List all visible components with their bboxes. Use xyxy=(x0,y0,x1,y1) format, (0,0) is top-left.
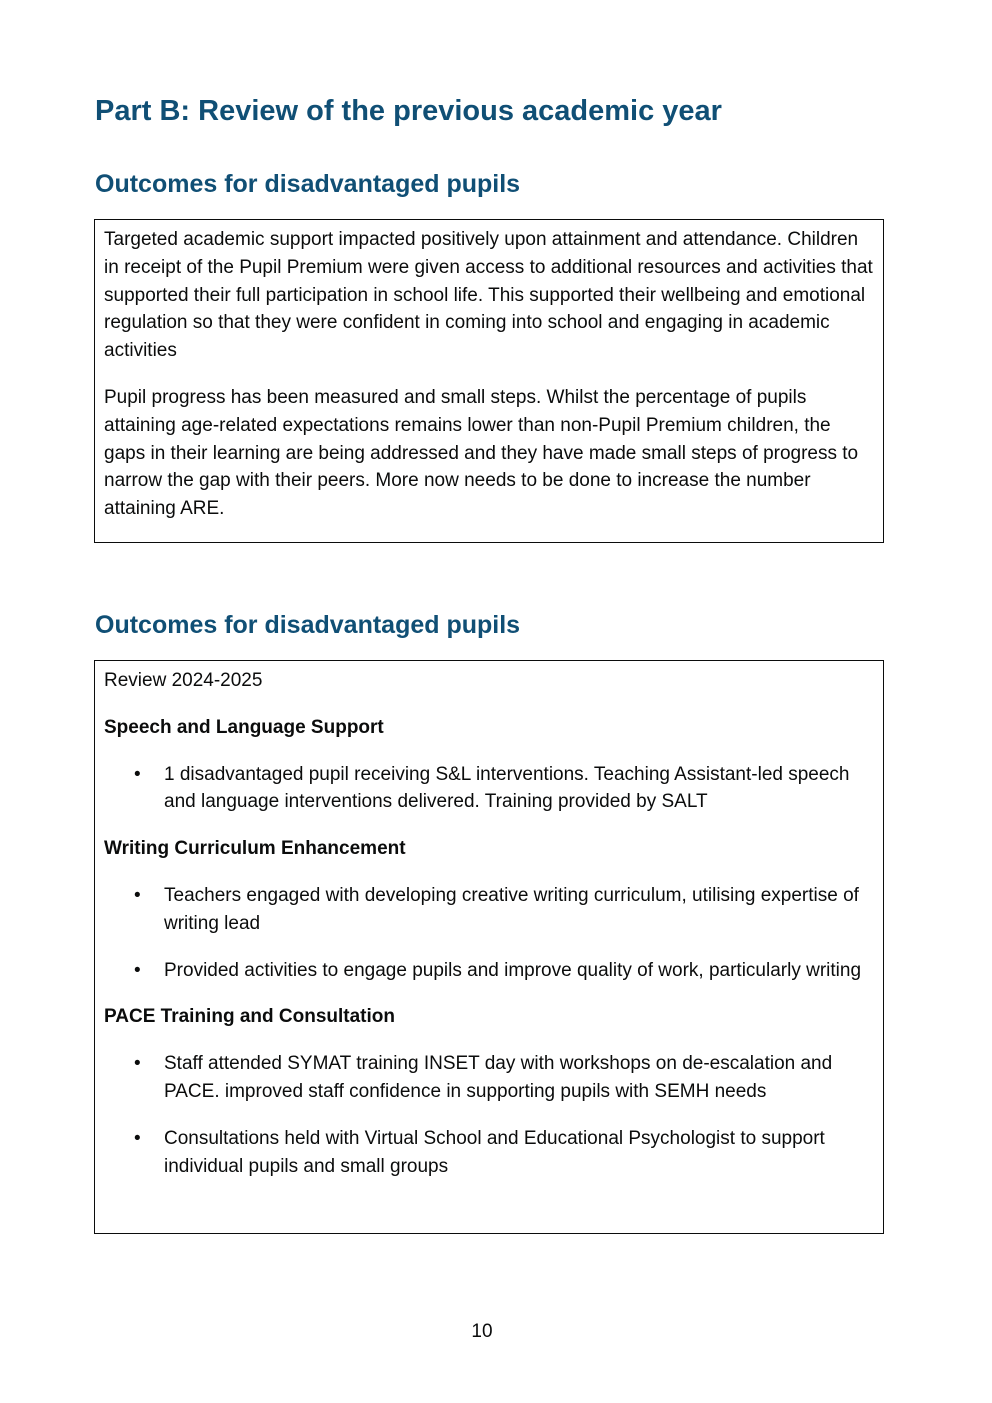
bullet-icon: • xyxy=(134,959,141,981)
list-item xyxy=(104,882,874,938)
bullet-icon: • xyxy=(134,763,141,785)
outcomes-paragraph: Targeted academic support impacted positively upon attainment and attendance. Children in receipt of the Pupil Premium were given access to additional resources and activities that supported their full participation in school life. This supported their wellbeing and emotional regulation so that they were confident in coming into school and engaging in academic activities xyxy=(104,229,873,362)
bullet-icon: • xyxy=(134,884,141,906)
list-item-text: Staff attended SYMAT training INSET day with workshops on de-escalation and PACE. improved staff confidence in supporting pupils with SEMH needs xyxy=(164,1053,833,1102)
group-title-speech-language: Speech and Language Support xyxy=(104,716,384,738)
bullet-list xyxy=(104,1050,874,1180)
list-item-text: Teachers engaged with developing creative writing curriculum, utilising expertise of writing lead xyxy=(164,884,859,934)
page-number: 10 xyxy=(471,1321,493,1342)
group-title-pace-training: PACE Training and Consultation xyxy=(104,1006,395,1028)
list-item xyxy=(104,1125,874,1181)
page-title: Part B: Review of the previous academic year xyxy=(95,95,722,127)
list-item xyxy=(104,957,874,985)
section-heading-review: Outcomes for disadvantaged pupils xyxy=(95,611,521,639)
list-item xyxy=(104,761,874,817)
list-item-text: 1 disadvantaged pupil receiving S&L interventions. Teaching Assistant-led speech and language interventions delivered. Training provided by SALT xyxy=(164,763,850,813)
bullet-icon: • xyxy=(134,1053,141,1075)
list-item xyxy=(104,1050,874,1106)
review-label: Review 2024-2025 xyxy=(104,670,263,691)
outcomes-text-box xyxy=(94,219,884,543)
group-title-writing-curriculum: Writing Curriculum Enhancement xyxy=(104,838,406,860)
bullet-list xyxy=(104,882,874,984)
list-item-text: Provided activities to engage pupils and improve quality of work, particularly writing xyxy=(164,959,862,981)
section-heading-outcomes: Outcomes for disadvantaged pupils xyxy=(95,170,521,198)
outcomes-paragraph: Pupil progress has been measured and small steps. Whilst the percentage of pupils attaining age-related expectations remains lower than non-Pupil Premium children, the gaps in their learning are being addressed and they have made small steps of progress to narrow the gap with their peers. More now needs to be done to increase the number attaining ARE. xyxy=(104,386,859,520)
list-item-text: Consultations held with Virtual School and Educational Psychologist to support individual pupils and small groups xyxy=(164,1127,825,1177)
bullet-list xyxy=(104,761,874,817)
review-text-box xyxy=(94,660,884,1234)
bullet-icon: • xyxy=(134,1127,141,1149)
